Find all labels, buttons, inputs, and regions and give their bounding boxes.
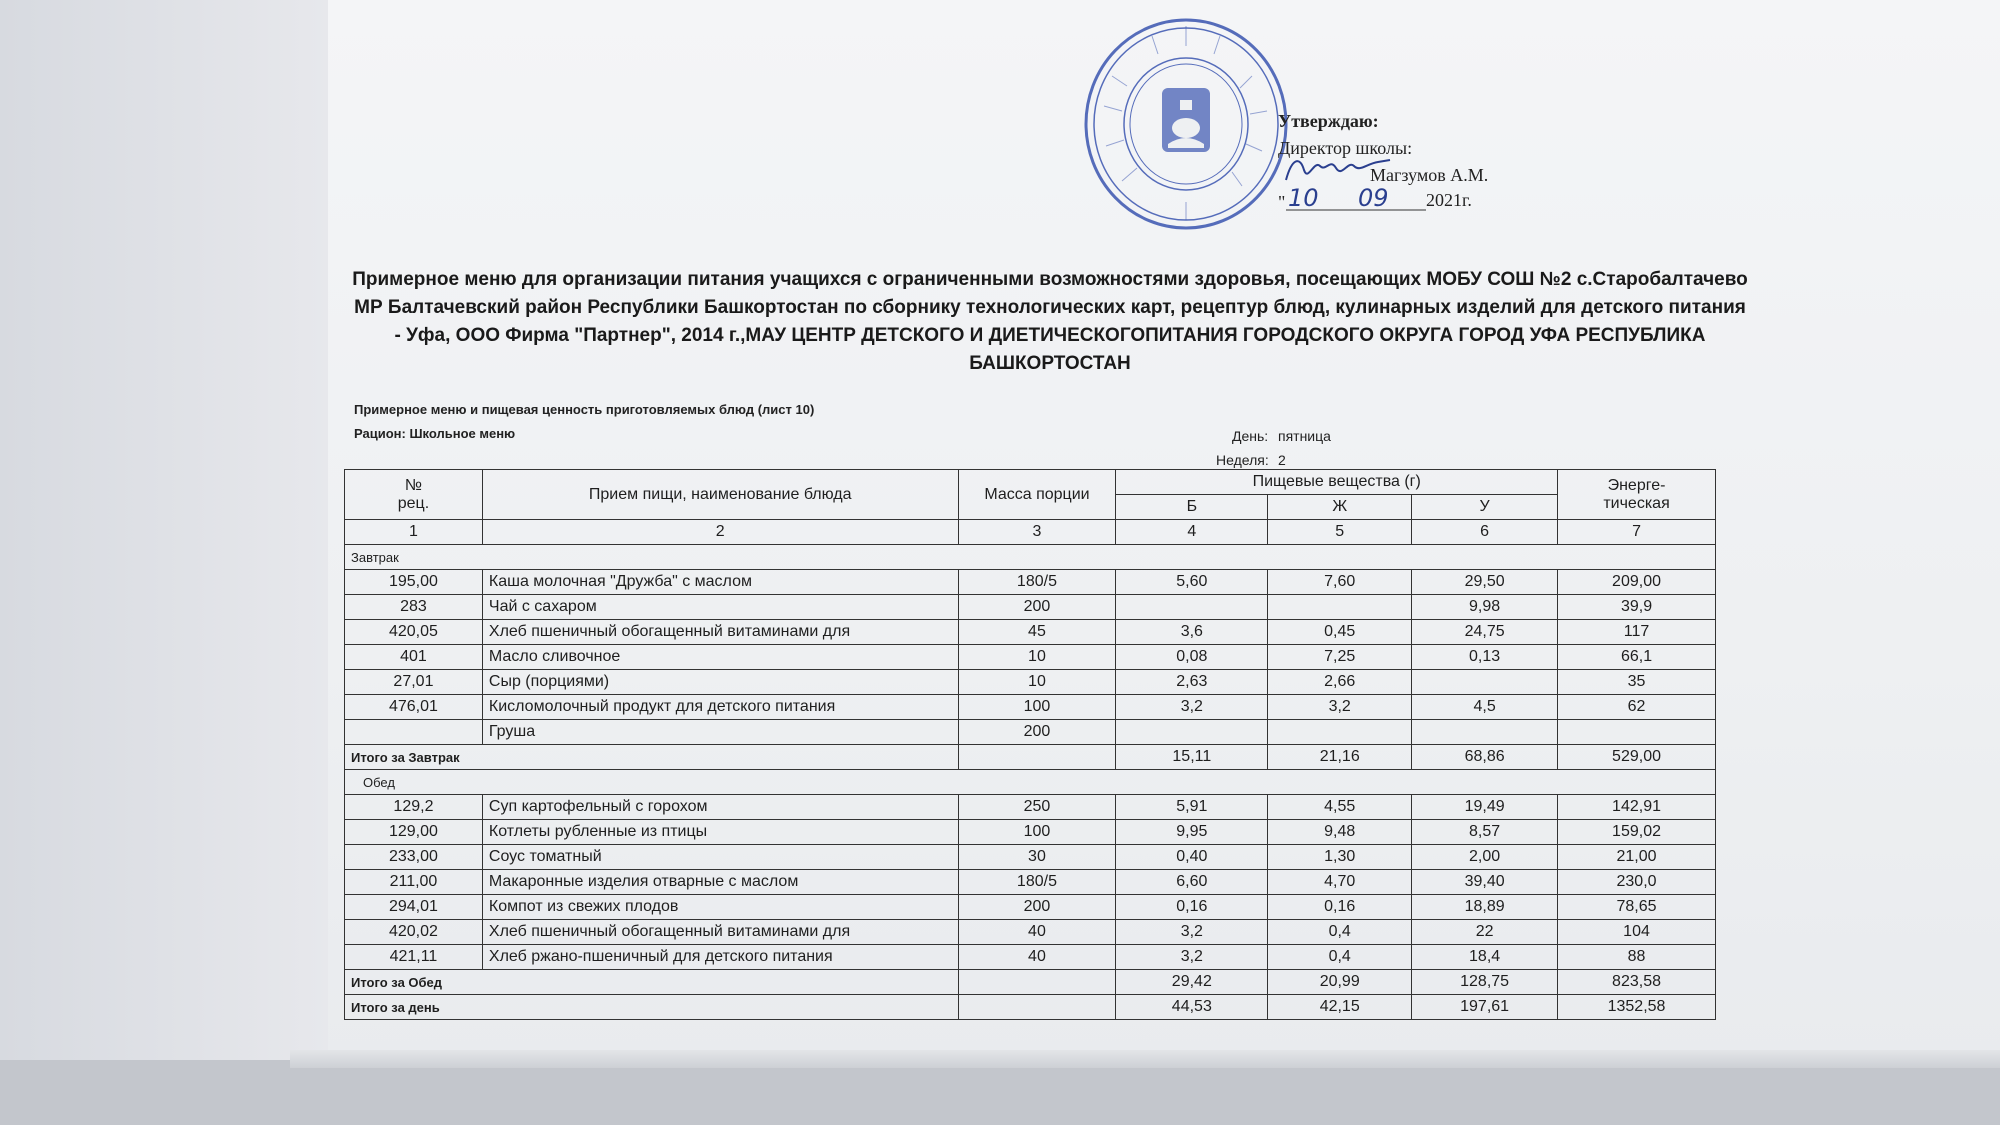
table-row (345, 670, 1716, 695)
header-mass: Масса порции (958, 470, 1116, 520)
cell-n (345, 720, 483, 745)
table-row (345, 570, 1716, 595)
header-energy: Энерге- тическая (1558, 470, 1716, 520)
cell-n: 129,2 (345, 795, 483, 820)
table-row (345, 720, 1716, 745)
cell-e: 62 (1558, 695, 1716, 720)
cell-e: 39,9 (1558, 595, 1716, 620)
table-row (345, 795, 1716, 820)
cell-u: 8,57 (1412, 820, 1558, 845)
cell-u: 39,40 (1412, 870, 1558, 895)
total-b: 29,42 (1116, 970, 1268, 995)
cell-n: 233,00 (345, 845, 483, 870)
cell-b: 6,60 (1116, 870, 1268, 895)
cell-zh (1268, 720, 1412, 745)
cell-b: 0,40 (1116, 845, 1268, 870)
cell-mass: 10 (958, 670, 1116, 695)
cell-e: 21,00 (1558, 845, 1716, 870)
cell-mass: 45 (958, 620, 1116, 645)
cell-b: 3,2 (1116, 695, 1268, 720)
cell-dish: Суп картофельный с горохом (482, 795, 958, 820)
cell-u: 24,75 (1412, 620, 1558, 645)
cell-n: 294,01 (345, 895, 483, 920)
approval-date-line: " (1278, 192, 1286, 212)
table-row (345, 845, 1716, 870)
cell-b (1116, 595, 1268, 620)
cell-mass: 100 (958, 695, 1116, 720)
cell-dish: Кисломолочный продукт для детского питания (482, 695, 958, 720)
cell-u: 0,13 (1412, 645, 1558, 670)
approval-position: Директор школы: (1278, 138, 1413, 158)
cell-mass: 10 (958, 645, 1116, 670)
approval-title: Утверждаю: (1278, 111, 1379, 131)
cell-mass: 100 (958, 820, 1116, 845)
date-year: 2021г. (1426, 190, 1472, 210)
cell-e: 104 (1558, 920, 1716, 945)
date-underline (1286, 208, 1426, 212)
cell-zh: 7,25 (1268, 645, 1412, 670)
cell-mass: 40 (958, 920, 1116, 945)
cell-mass: 200 (958, 720, 1116, 745)
cell-zh: 0,16 (1268, 895, 1412, 920)
table-row (345, 695, 1716, 720)
cell-n: 27,01 (345, 670, 483, 695)
cell-e (1558, 720, 1716, 745)
section-breakfast: Завтрак (345, 545, 1716, 570)
total-zh: 21,16 (1268, 745, 1412, 770)
cell-dish: Хлеб ржано-пшеничный для детского питания (482, 945, 958, 970)
table-row (345, 870, 1716, 895)
cell-mass: 200 (958, 895, 1116, 920)
cell-dish: Компот из свежих плодов (482, 895, 958, 920)
table-row (345, 895, 1716, 920)
total-e: 823,58 (1558, 970, 1716, 995)
total-mass-empty (958, 745, 1116, 770)
cell-e: 159,02 (1558, 820, 1716, 845)
total-row (345, 970, 1716, 995)
cell-b: 0,16 (1116, 895, 1268, 920)
total-e: 1352,58 (1558, 995, 1716, 1020)
cell-zh: 4,55 (1268, 795, 1412, 820)
cell-e: 35 (1558, 670, 1716, 695)
cell-dish: Сыр (порциями) (482, 670, 958, 695)
cell-n: 420,02 (345, 920, 483, 945)
day-label: День: (1232, 428, 1269, 444)
cell-e: 230,0 (1558, 870, 1716, 895)
cell-n: 211,00 (345, 870, 483, 895)
cell-dish: Чай с сахаром (482, 595, 958, 620)
cell-dish: Масло сливочное (482, 645, 958, 670)
total-label: Итого за Обед (345, 970, 959, 995)
total-label: Итого за день (345, 995, 959, 1020)
cell-zh: 0,45 (1268, 620, 1412, 645)
cell-mass: 40 (958, 945, 1116, 970)
menu-table (344, 469, 1716, 1020)
cell-n: 129,00 (345, 820, 483, 845)
cell-n: 421,11 (345, 945, 483, 970)
table-row (345, 820, 1716, 845)
cell-zh: 3,2 (1268, 695, 1412, 720)
official-stamp (1082, 16, 1290, 231)
total-zh: 20,99 (1268, 970, 1412, 995)
section-lunch: Обед (345, 770, 1716, 795)
cell-b (1116, 720, 1268, 745)
cell-dish: Хлеб пшеничный обогащенный витаминами для (482, 920, 958, 945)
header-nutrients: Пищевые вещества (г) (1116, 470, 1558, 495)
cell-b: 3,6 (1116, 620, 1268, 645)
cell-n: 195,00 (345, 570, 483, 595)
cell-zh (1268, 595, 1412, 620)
document-subtitle: Примерное меню и пищевая ценность приготовляемых блюд (лист 10) (354, 402, 815, 417)
cell-e: 88 (1558, 945, 1716, 970)
cell-u: 18,4 (1412, 945, 1558, 970)
director-name: Магзумов А.М. (1370, 165, 1489, 185)
document-title: Примерное меню для организации питания учащихся с ограниченными возможностями здоровья, посещающих МОБУ СОШ №2 с.Старобалтачево МР Балтачевский район Республики Башкортостан по сборнику технологических карт, рецептур блюд, кулинарных изделий для детского питания - Уфа, ООО Фирма "Партнер", 2014 г.,МАУ ЦЕНТР ДЕТСКОГО И ДИЕТИЧЕСКОГОПИТАНИЯ ГОРОДСКОГО ОКРУГА ГОРОД УФА РЕСПУБЛИКА БАШКОРТОСТАН (352, 269, 1748, 374)
cell-zh: 0,4 (1268, 920, 1412, 945)
cell-mass: 180/5 (958, 570, 1116, 595)
cell-zh: 1,30 (1268, 845, 1412, 870)
table-row (345, 945, 1716, 970)
cell-e: 66,1 (1558, 645, 1716, 670)
total-mass-empty (958, 970, 1116, 995)
total-mass-empty (958, 995, 1116, 1020)
header-dish: Прием пищи, наименование блюда (482, 470, 958, 520)
total-e: 529,00 (1558, 745, 1716, 770)
cell-zh: 0,4 (1268, 945, 1412, 970)
cell-e: 209,00 (1558, 570, 1716, 595)
total-zh: 42,15 (1268, 995, 1412, 1020)
total-label: Итого за Завтрак (345, 745, 959, 770)
header-num: № рец. (345, 470, 483, 520)
sheet-edge (290, 1050, 2000, 1068)
total-b: 44,53 (1116, 995, 1268, 1020)
cell-b: 3,2 (1116, 920, 1268, 945)
cell-u: 19,49 (1412, 795, 1558, 820)
ration-label: Рацион: Школьное меню (354, 426, 516, 441)
cell-dish: Хлеб пшеничный обогащенный витаминами для (482, 620, 958, 645)
header-b: Б (1116, 495, 1268, 520)
desk-background (0, 0, 330, 1125)
cell-zh: 7,60 (1268, 570, 1412, 595)
cell-b: 2,63 (1116, 670, 1268, 695)
cell-b: 3,2 (1116, 945, 1268, 970)
cell-e: 78,65 (1558, 895, 1716, 920)
desk-bottom (0, 1060, 2000, 1125)
cell-u: 29,50 (1412, 570, 1558, 595)
cell-e: 117 (1558, 620, 1716, 645)
total-row (345, 745, 1716, 770)
cell-u: 4,5 (1412, 695, 1558, 720)
cell-b: 0,08 (1116, 645, 1268, 670)
cell-n: 476,01 (345, 695, 483, 720)
total-u: 68,86 (1412, 745, 1558, 770)
cell-mass: 30 (958, 845, 1116, 870)
week-value: 2 (1278, 452, 1286, 468)
header-u: У (1412, 495, 1558, 520)
cell-zh: 9,48 (1268, 820, 1412, 845)
day-value: пятница (1278, 428, 1331, 444)
cell-b: 9,95 (1116, 820, 1268, 845)
table-row (345, 645, 1716, 670)
cell-b: 5,60 (1116, 570, 1268, 595)
cell-mass: 200 (958, 595, 1116, 620)
cell-n: 283 (345, 595, 483, 620)
cell-u: 9,98 (1412, 595, 1558, 620)
cell-zh: 2,66 (1268, 670, 1412, 695)
cell-n: 420,05 (345, 620, 483, 645)
cell-u: 22 (1412, 920, 1558, 945)
cell-dish: Груша (482, 720, 958, 745)
cell-e: 142,91 (1558, 795, 1716, 820)
cell-mass: 180/5 (958, 870, 1116, 895)
date-day: 10 (1288, 184, 1319, 212)
cell-zh: 4,70 (1268, 870, 1412, 895)
cell-u (1412, 670, 1558, 695)
total-row (345, 995, 1716, 1020)
column-number-row: 1 2 3 4 5 6 7 (345, 520, 1716, 545)
cell-dish: Котлеты рубленные из птицы (482, 820, 958, 845)
cell-u (1412, 720, 1558, 745)
cell-b: 5,91 (1116, 795, 1268, 820)
cell-n: 401 (345, 645, 483, 670)
cell-mass: 250 (958, 795, 1116, 820)
table-row (345, 920, 1716, 945)
total-u: 197,61 (1412, 995, 1558, 1020)
cell-dish: Каша молочная "Дружба" с маслом (482, 570, 958, 595)
cell-u: 18,89 (1412, 895, 1558, 920)
table-row (345, 595, 1716, 620)
cell-u: 2,00 (1412, 845, 1558, 870)
director-signature (1282, 152, 1392, 186)
cell-dish: Макаронные изделия отварные с маслом (482, 870, 958, 895)
header-zh: Ж (1268, 495, 1412, 520)
total-b: 15,11 (1116, 745, 1268, 770)
date-month: 09 (1358, 184, 1389, 212)
cell-dish: Соус томатный (482, 845, 958, 870)
week-label: Неделя: (1216, 452, 1269, 468)
total-u: 128,75 (1412, 970, 1558, 995)
table-row (345, 620, 1716, 645)
